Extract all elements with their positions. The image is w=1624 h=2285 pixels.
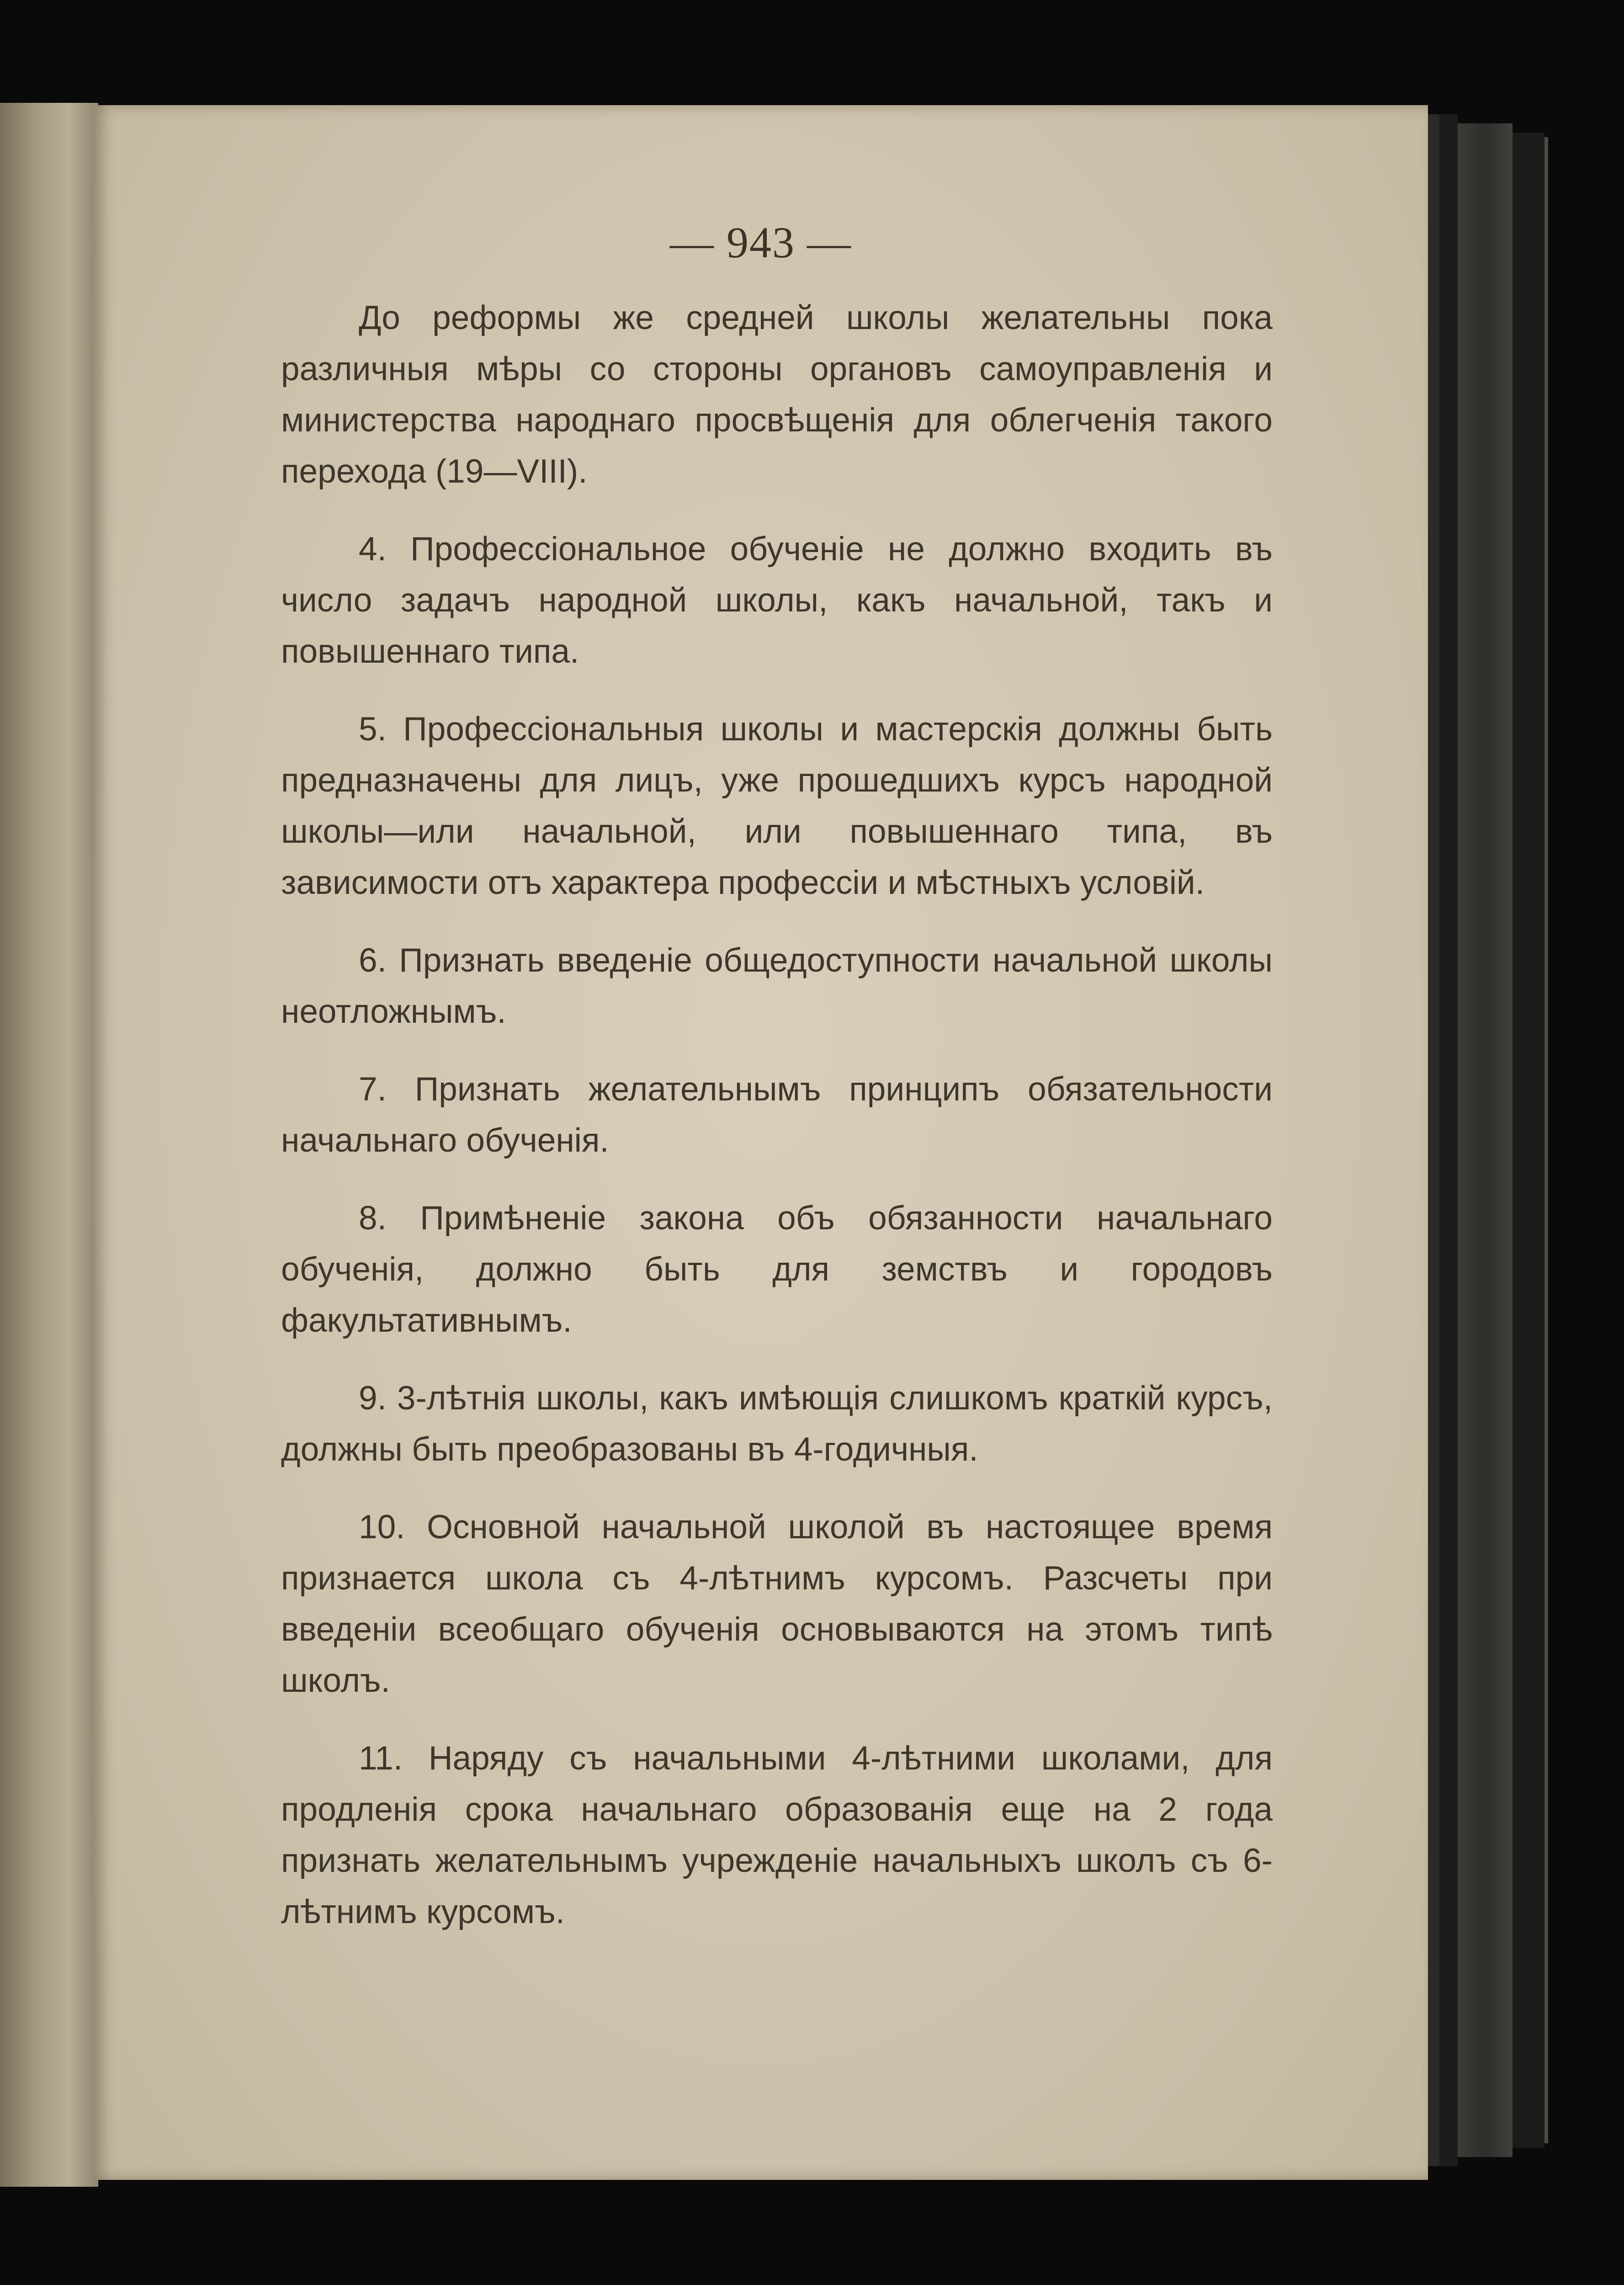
page-body: [281, 292, 1273, 1964]
paragraph: 8. Примѣненіе закона объ обязанности начальнаго обученія, должно быть для земствъ и городовъ факультативнымъ.: [281, 1200, 1273, 1339]
paragraph: 5. Профессіональныя школы и мастерскія должны быть предназначены для лицъ, уже прошедшихъ курсъ народной школы—или начальной, или повышеннаго типа, въ зависимости отъ характера профессіи и мѣстныхъ условій.: [281, 711, 1273, 901]
paragraph: 11. Наряду съ начальными 4-лѣтними школами, для продленія срока начальнаго образованія еще на 2 года признать желательнымъ учрежденіе начальныхъ школъ съ 6-лѣтнимъ курсомъ.: [281, 1740, 1273, 1930]
paragraph: 6. Признать введеніе общедоступности начальной школы неотложнымъ.: [281, 942, 1273, 1030]
paragraph: 10. Основной начальной школой въ настоящее время признается школа съ 4-лѣтнимъ курсомъ. Разсчеты при введеніи всеобщаго обученія основываются на этомъ типѣ школъ.: [281, 1509, 1273, 1699]
paragraph: До реформы же средней школы желательны пока различныя мѣры со стороны органовъ самоуправленія и министерства народнаго просвѣщенія для облегченія такого перехода (19—VIII).: [281, 299, 1273, 490]
book-edge: [1544, 137, 1548, 2143]
book-page: [94, 105, 1428, 2180]
book-cover-edge: [1458, 123, 1513, 2157]
paragraph: 4. Профессіональное обученіе не должно входить въ число задачъ народной школы, какъ начальной, такъ и повышеннаго типа.: [281, 531, 1273, 670]
paragraph: 7. Признать желательнымъ принципъ обязательности начальнаго обученія.: [281, 1071, 1273, 1159]
book-edge: [1513, 133, 1544, 2148]
previous-page-edge: [0, 103, 98, 2187]
paragraph: 9. 3-лѣтнія школы, какъ имѣющія слишкомъ краткій курсъ, должны быть преобразованы въ 4-годичныя.: [281, 1380, 1273, 1468]
book-edge: [1439, 114, 1458, 2166]
page-number: — 943 —: [670, 218, 852, 267]
